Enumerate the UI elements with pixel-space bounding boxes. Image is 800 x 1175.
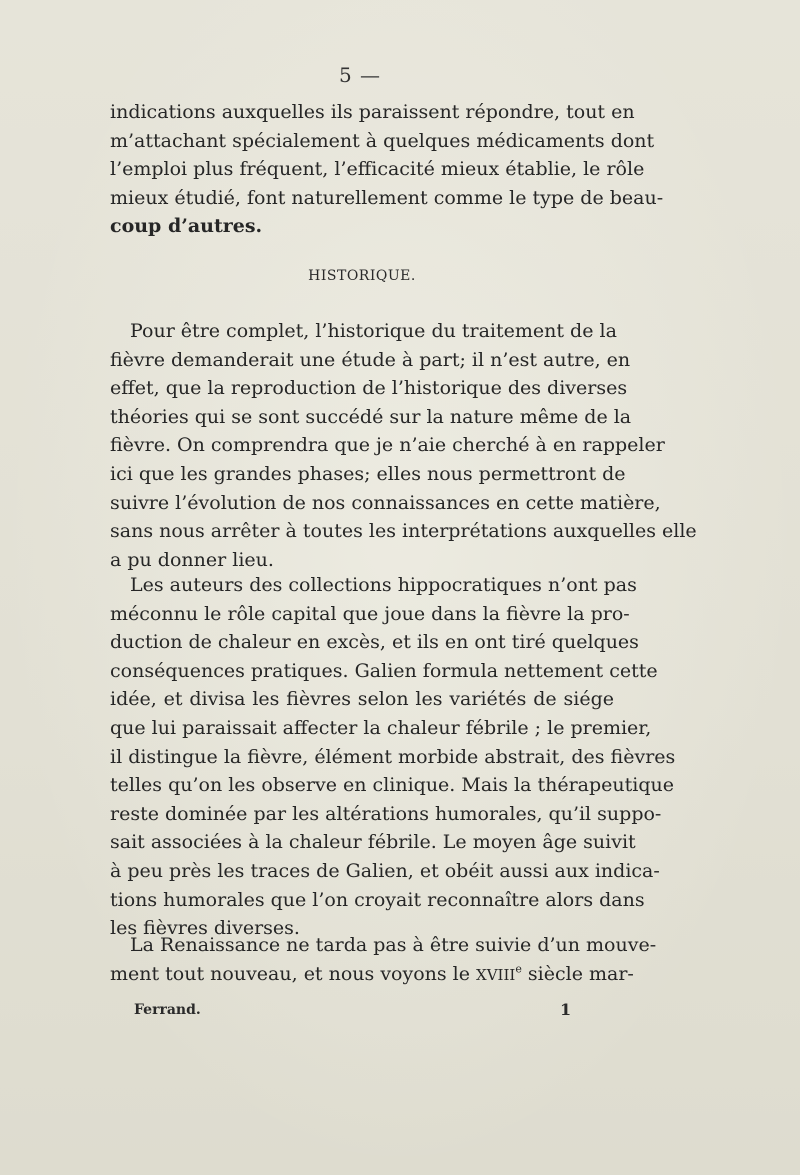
text-line: sait associées à la chaleur fébrile. Le moyen âge suivit: [110, 831, 636, 854]
superscript: e: [515, 962, 522, 976]
paragraph-2: [110, 571, 676, 943]
text-fragment: ment tout nouveau, et nous voyons le: [110, 962, 477, 985]
text-line: suivre l’évolution de nos connaissances en cette matière,: [110, 491, 661, 514]
text-line: sans nous arrêter à toutes les interprétations auxquelles elle: [110, 520, 697, 543]
text-line: mieux étudié, font naturellement comme le type de beau-: [110, 186, 664, 209]
signature-number: 1: [560, 1000, 572, 1019]
text-line: [110, 960, 634, 989]
century-numeral: XVIII: [476, 965, 516, 984]
text-line: La Renaissance ne tarda pas à être suivie d’un mouve-: [130, 934, 657, 956]
section-heading: HISTORIQUE.: [308, 268, 416, 284]
page-number: 5 —: [338, 63, 382, 87]
paragraph-1: [110, 317, 697, 574]
text-line: fièvre. On comprendra que je n’aie cherché à en rappeler: [110, 434, 665, 457]
text-line: indications auxquelles ils paraissent répondre, tout en: [110, 101, 635, 123]
signature-mark: Ferrand.: [134, 1002, 201, 1018]
intro-paragraph: [110, 98, 664, 241]
text-line: les fièvres diverses.: [110, 917, 300, 940]
text-line: il distingue la fièvre, élément morbide abstrait, des fièvres: [110, 745, 676, 768]
text-fragment: siècle mar-: [521, 962, 634, 985]
text-line: Les auteurs des collections hippocratiques n’ont pas: [130, 574, 637, 596]
text-line: ici que les grandes phases; elles nous permettront de: [110, 462, 626, 485]
text-line: a pu donner lieu.: [110, 548, 274, 571]
text-line: que lui paraissait affecter la chaleur fébrile ; le premier,: [110, 716, 652, 739]
text-line: tions humorales que l’on croyait reconnaître alors dans: [110, 888, 645, 911]
text-line: duction de chaleur en excès, et ils en ont tiré quelques: [110, 631, 639, 654]
text-line: Pour être complet, l’historique du traitement de la: [130, 320, 617, 342]
text-line: coup d’autres.: [110, 215, 263, 238]
text-line: conséquences pratiques. Galien formula nettement cette: [110, 659, 658, 682]
text-line: fièvre demanderait une étude à part; il n’est autre, en: [110, 348, 631, 371]
text-line: à peu près les traces de Galien, et obéit aussi aux indica-: [110, 859, 660, 882]
paragraph-3: [110, 931, 657, 988]
text-line: méconnu le rôle capital que joue dans la fièvre la pro-: [110, 602, 630, 625]
text-line: m’attachant spécialement à quelques médicaments dont: [110, 129, 655, 152]
text-line: telles qu’on les observe en clinique. Mais la thérapeutique: [110, 774, 674, 797]
text-line: idée, et divisa les fièvres selon les variétés de siége: [110, 688, 614, 711]
text-line: effet, que la reproduction de l’historique des diverses: [110, 377, 628, 400]
text-line: théories qui se sont succédé sur la nature même de la: [110, 405, 632, 428]
text-line: l’emploi plus fréquent, l’efficacité mieux établie, le rôle: [110, 158, 645, 181]
text-line: reste dominée par les altérations humorales, qu’il suppo-: [110, 802, 662, 825]
